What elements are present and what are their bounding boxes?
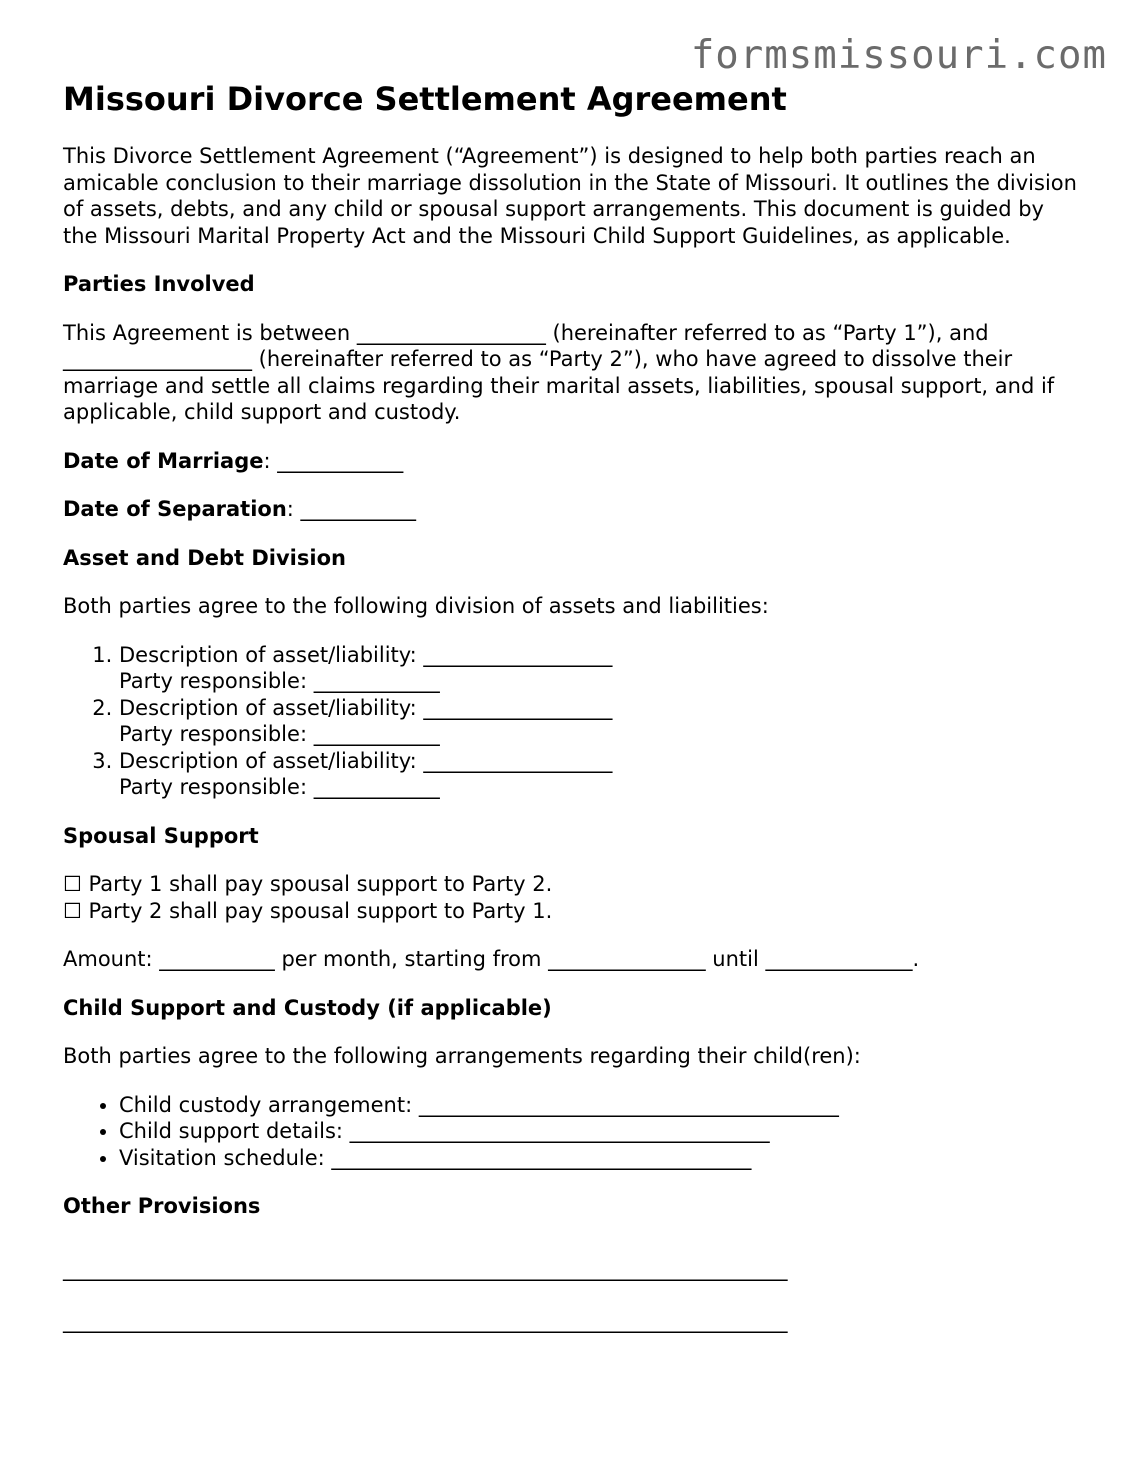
spousal-option-party2[interactable]: ☐ Party 2 shall pay spousal support to Party 1. [63, 898, 553, 923]
assets-heading: Asset and Debt Division [63, 545, 346, 570]
date-of-marriage-line [63, 448, 1083, 475]
parties-paragraph: This Agreement is between __________________ (hereinafter referred to as “Party 1”), and __________________ (hereinafter referred to as “Party 2”), who have agreed to dissolve their marriage and settle all claims regarding their marital assets, liabilities, spousal support, and if applicable, child support and custody. [63, 320, 1055, 424]
spousal-option-party1[interactable]: ☐ Party 1 shall pay spousal support to Party 2. [63, 872, 553, 896]
parties-heading: Parties Involved [63, 272, 255, 296]
list-item [119, 748, 1083, 801]
list-item: • Child support details: ________________________________________ [119, 1118, 1083, 1145]
asset-party-responsible: Party responsible: ____________ [119, 669, 440, 693]
list-item: • Visitation schedule: ________________________________________ [119, 1145, 1083, 1172]
assets-list [63, 642, 1083, 801]
other-blank-line-2: _____________________________________________________________________ [63, 1309, 788, 1333]
asset-description: 1. Description of asset/liability: __________________ [119, 642, 613, 667]
child-list [63, 1092, 1083, 1172]
date-of-marriage-blank: : ____________ [263, 448, 404, 473]
list-item [119, 695, 1083, 748]
assets-intro: Both parties agree to the following division of assets and liabilities: [63, 594, 769, 618]
child-heading: Child Support and Custody (if applicable) [63, 995, 552, 1020]
date-of-marriage-label: Date of Marriage [63, 448, 264, 473]
document-page [63, 80, 1083, 1361]
other-heading: Other Provisions [63, 1194, 261, 1218]
date-of-separation-blank: : ___________ [286, 497, 417, 521]
date-of-separation-label: Date of Separation [63, 497, 287, 521]
asset-party-responsible: Party responsible: ____________ [119, 722, 440, 746]
list-item: • Child custody arrangement: ________________________________________ [119, 1092, 1083, 1119]
spousal-amount-line: Amount: ___________ per month, starting from _______________ until ______________. [63, 947, 920, 971]
asset-description: 3. Description of asset/liability: __________________ [119, 748, 613, 773]
date-of-separation-line [63, 496, 1083, 523]
other-blank-line-1: _____________________________________________________________________ [63, 1256, 788, 1281]
intro-paragraph: This Divorce Settlement Agreement (“Agreement”) is designed to help both parties reach an amicable conclusion to their marriage dissolution in the State of Missouri. It outlines the division of assets, debts, and any child or spousal support arrangements. This document is guided by the Missouri Marital Property Act and the Missouri Child Support Guidelines, as applicable. [63, 144, 1077, 248]
watermark: formsmissouri.com [690, 33, 1107, 78]
spousal-options [63, 871, 1083, 924]
child-intro: Both parties agree to the following arrangements regarding their child(ren): [63, 1044, 861, 1068]
asset-description: 2. Description of asset/liability: __________________ [119, 695, 613, 720]
spousal-heading: Spousal Support [63, 823, 259, 848]
asset-party-responsible: Party responsible: ____________ [119, 775, 440, 799]
list-item [119, 642, 1083, 695]
document-title: Missouri Divorce Settlement Agreement [63, 80, 787, 118]
